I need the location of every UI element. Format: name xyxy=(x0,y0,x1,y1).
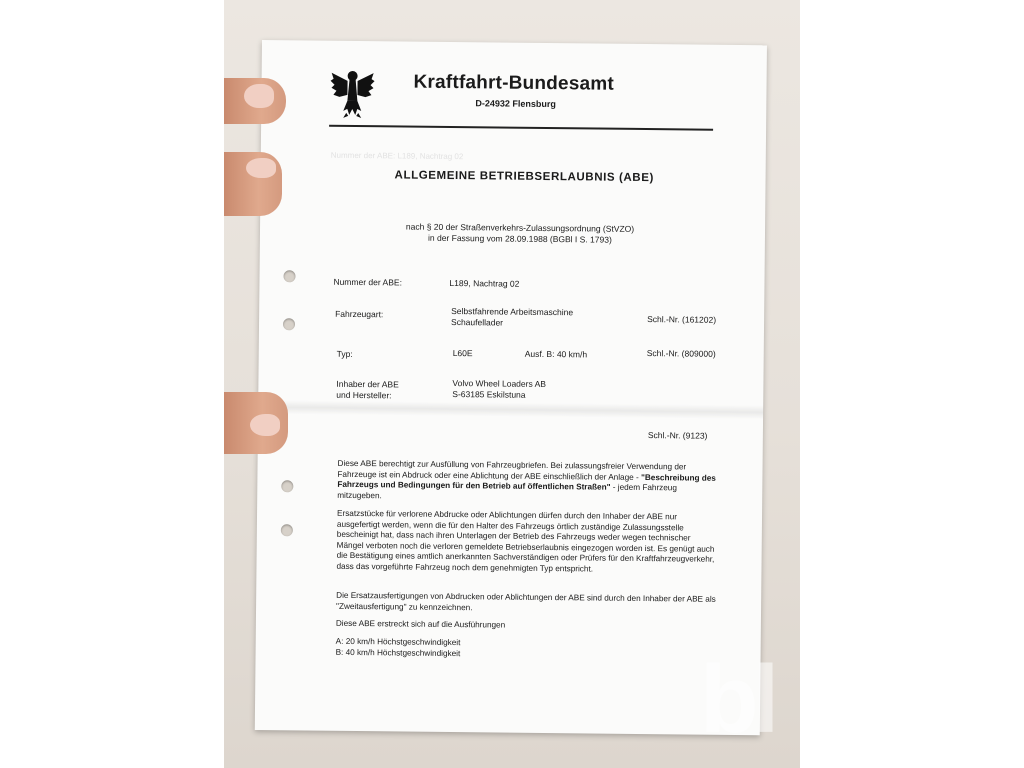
document-title: ALLGEMEINE BETRIEBSERLAUBNIS (ABE) xyxy=(394,169,654,185)
legal-basis-line: nach § 20 der Straßenverkehrs-Zulassungsordnung (StVZO) xyxy=(405,221,635,234)
model-label: Typ: xyxy=(336,348,353,359)
vehicle-type-label: Fahrzeugart: xyxy=(335,308,384,320)
paragraph-second-copy: Die Ersatzausfertigungen von Abdrucken oder Ablichtungen der ABE sind durch den Inhaber der ABE als "Zweitausfertigung" zu kennzeichnen. xyxy=(336,590,716,612)
punch-hole xyxy=(281,524,293,536)
legal-basis-line: in der Fassung vom 28.09.1988 (BGBl I S. 1793) xyxy=(427,232,612,245)
paragraph-usage-tail: - jedem Fahrzeug mitzugeben. xyxy=(337,482,678,500)
header-rule xyxy=(329,125,713,131)
paper-fold xyxy=(258,400,763,419)
punch-hole xyxy=(283,318,295,330)
fingernail xyxy=(250,414,280,436)
variants-list xyxy=(336,637,716,662)
model-value: L60E xyxy=(452,348,473,359)
paragraph-usage-lead: Diese ABE berechtigt zur Ausfüllung von Fahrzeugbriefen. Bei zulassungsfreier Verwendung der Fahrzeuge ist ein Abdruck oder eine Ablichtung der ABE einschließlich der Anlage - xyxy=(337,458,687,482)
watermark-logo: bl xyxy=(700,646,774,753)
variant-item: A: 20 km/h Höchstgeschwindigkeit xyxy=(335,636,461,648)
model-variant: Ausf. B: 40 km/h xyxy=(524,348,588,360)
legal-basis xyxy=(390,221,650,246)
authority-address: D-24932 Flensburg xyxy=(475,98,556,110)
paragraph-usage xyxy=(337,459,717,505)
vehicle-type-line: Schaufellader xyxy=(451,317,504,328)
paragraph-usage-bold: "Beschreibung des Fahrzeugs und Bedingungen für den Betrieb auf öffentlichen Straßen" xyxy=(337,472,716,492)
holder-value xyxy=(452,378,546,401)
vehicle-type-line: Selbstfahrende Arbeitsmaschine xyxy=(451,305,574,318)
punch-hole xyxy=(281,480,293,492)
show-through-text: Nummer der ABE: L189, Nachtrag 02 xyxy=(330,150,464,162)
vehicle-type-value xyxy=(451,306,573,329)
holder-label-line: Inhaber der ABE xyxy=(336,378,399,390)
fingernail xyxy=(246,158,276,178)
abe-number-label: Nummer der ABE: xyxy=(333,276,403,288)
holder-code: Schl.-Nr. (9123) xyxy=(647,430,708,441)
fingernail xyxy=(244,84,274,108)
abe-number-value: L189, Nachtrag 02 xyxy=(449,277,520,289)
holder-label-line: und Hersteller: xyxy=(336,389,392,401)
federal-eagle-icon xyxy=(329,67,376,119)
document-sheet xyxy=(255,40,767,735)
variant-item: B: 40 km/h Höchstgeschwindigkeit xyxy=(335,647,461,658)
issuing-authority: Kraftfahrt-Bundesamt xyxy=(413,71,615,95)
punch-hole xyxy=(283,270,295,282)
vehicle-type-code: Schl.-Nr. (161202) xyxy=(647,314,717,325)
holder-label xyxy=(336,379,399,402)
model-code: Schl.-Nr. (809000) xyxy=(646,348,716,359)
holder-value-line: Volvo Wheel Loaders AB xyxy=(452,378,547,389)
paragraph-replacements: Ersatzstücke für verlorene Abdrucke oder Ablichtungen dürfen durch den Inhaber der ABE nur ausgefertigt werden, wenn die für den Halter des Fahrzeugs örtlich zuständige Zulassungsstelle bescheinigt hat, dass nach ihren Unterlagen der Betrieb des Fahrzeugs weder wegen technischer Mängel verboten noch die verloren gemeldete Betriebserlaubnis eingezogen worden ist. Es genügt auch die Bestätigung eines amtlich anerkannten Sachverständigen oder Prüfers für den Kraftfahrzeugverkehr, dass das vorgeführte Fahrzeug noch dem genehmigten Typ entspricht. xyxy=(336,508,715,573)
holder-value-line: S-63185 Eskilstuna xyxy=(452,389,526,400)
paragraph-variants-intro: Diese ABE erstreckt sich auf die Ausführungen xyxy=(335,618,506,630)
